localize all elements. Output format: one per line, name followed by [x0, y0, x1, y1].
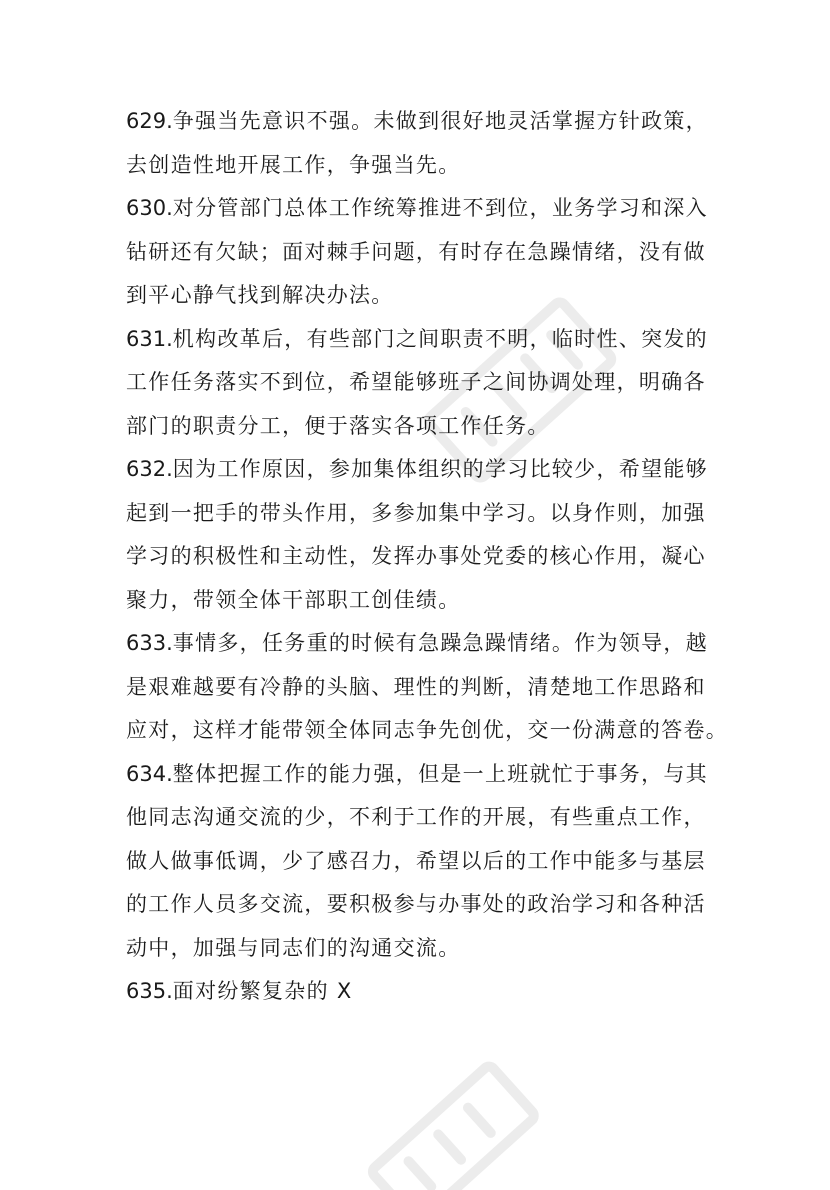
paragraph-line: [126, 840, 706, 884]
paragraph-line: [126, 448, 706, 492]
paragraph-text: 事情多，任务重的时候有急躁急躁情绪。作为领导，越: [172, 631, 708, 655]
paragraph-text: 因为工作原因，参加集体组织的学习比较少，希望能够: [172, 457, 708, 481]
watermark-stamp-bottom: [350, 1040, 550, 1190]
paragraph-text: 机构改革后，有些部门之间职责不明，临时性、突发的: [172, 326, 708, 351]
paragraph-text: 争强当先意识不强。未做到很好地灵活掌握方针政策，: [172, 109, 708, 133]
paragraph-line: [126, 927, 706, 971]
paragraph-text: 对分管部门总体工作统筹推进不到位，业务学习和深入: [172, 196, 708, 220]
paragraph-line: [126, 883, 706, 927]
paragraph-line: [126, 187, 706, 231]
paragraph-number: 631.: [126, 326, 173, 351]
paragraph-text: 的工作人员多交流，要积极参与办事处的政治学习和各种活: [126, 892, 706, 916]
paragraph-text: 他同志沟通交流的少，不利于工作的开展，有些重点工作，: [126, 805, 706, 829]
paragraph-number: 634.: [126, 761, 173, 786]
paragraph-line: [126, 492, 706, 536]
paragraph-line: [126, 405, 706, 449]
paragraph: [126, 622, 729, 753]
paragraph: [126, 970, 706, 1014]
paragraph-text: 动中，加强与同志们的沟通交流。: [126, 935, 461, 960]
paragraph: [126, 187, 706, 318]
paragraph-text: 钻研还有欠缺；面对棘手问题，有时存在急躁情绪，没有做: [126, 239, 706, 264]
paragraph-text: 做人做事低调，少了感召力，希望以后的工作中能多与基层: [126, 848, 706, 873]
paragraph-text: 学习的积极性和主动性，发挥办事处党委的核心作用，凝心: [126, 544, 706, 568]
paragraph-line: [126, 579, 706, 623]
paragraph: [126, 318, 706, 449]
paragraph-line: [126, 709, 729, 753]
paragraph-line: [126, 666, 706, 710]
paragraph-line: [126, 231, 706, 275]
paragraph-line: [126, 144, 706, 188]
paragraph-text: 去创造性地开展工作，争强当先。: [126, 152, 461, 177]
paragraph-number: 635.: [126, 979, 173, 1003]
paragraph-text: 起到一把手的带头作用，多参加集中学习。以身作则，加强: [126, 500, 706, 525]
paragraph-text: 整体把握工作的能力强，但是一上班就忙于事务，与其: [172, 761, 708, 786]
paragraph-text: 应对，这样才能带领全体同志争先创优，交一份满意的答卷。: [126, 718, 729, 742]
document-body: [126, 100, 729, 1014]
paragraph-line: [126, 622, 706, 666]
paragraph-line: [126, 796, 706, 840]
paragraph-line: [126, 100, 706, 144]
paragraph-number: 630.: [126, 196, 173, 220]
paragraph-text: 面对纷繁复杂的 X: [172, 979, 353, 1003]
paragraph: [126, 448, 706, 622]
paragraph-text: 是艰难越要有冷静的头脑、理性的判断，清楚地工作思路和: [126, 674, 706, 699]
paragraph-text: 部门的职责分工，便于落实各项工作任务。: [126, 413, 550, 438]
paragraph-number: 633.: [126, 631, 173, 655]
paragraph: [126, 753, 706, 971]
paragraph-line: [126, 753, 706, 797]
paragraph-line: [126, 970, 706, 1014]
paragraph-line: [126, 274, 706, 318]
paragraph-number: 632.: [126, 457, 173, 481]
paragraph-text: 聚力，带领全体干部职工创佳绩。: [126, 587, 461, 612]
paragraph: [126, 100, 706, 187]
paragraph-number: 629.: [126, 109, 173, 133]
paragraph-text: 到平心静气找到解决办法。: [126, 283, 394, 307]
paragraph-text: 工作任务落实不到位，希望能够班子之间协调处理，明确各: [126, 370, 706, 394]
paragraph-line: [126, 535, 706, 579]
paragraph-line: [126, 318, 706, 362]
paragraph-line: [126, 361, 706, 405]
watermark-icon: [350, 1040, 550, 1190]
